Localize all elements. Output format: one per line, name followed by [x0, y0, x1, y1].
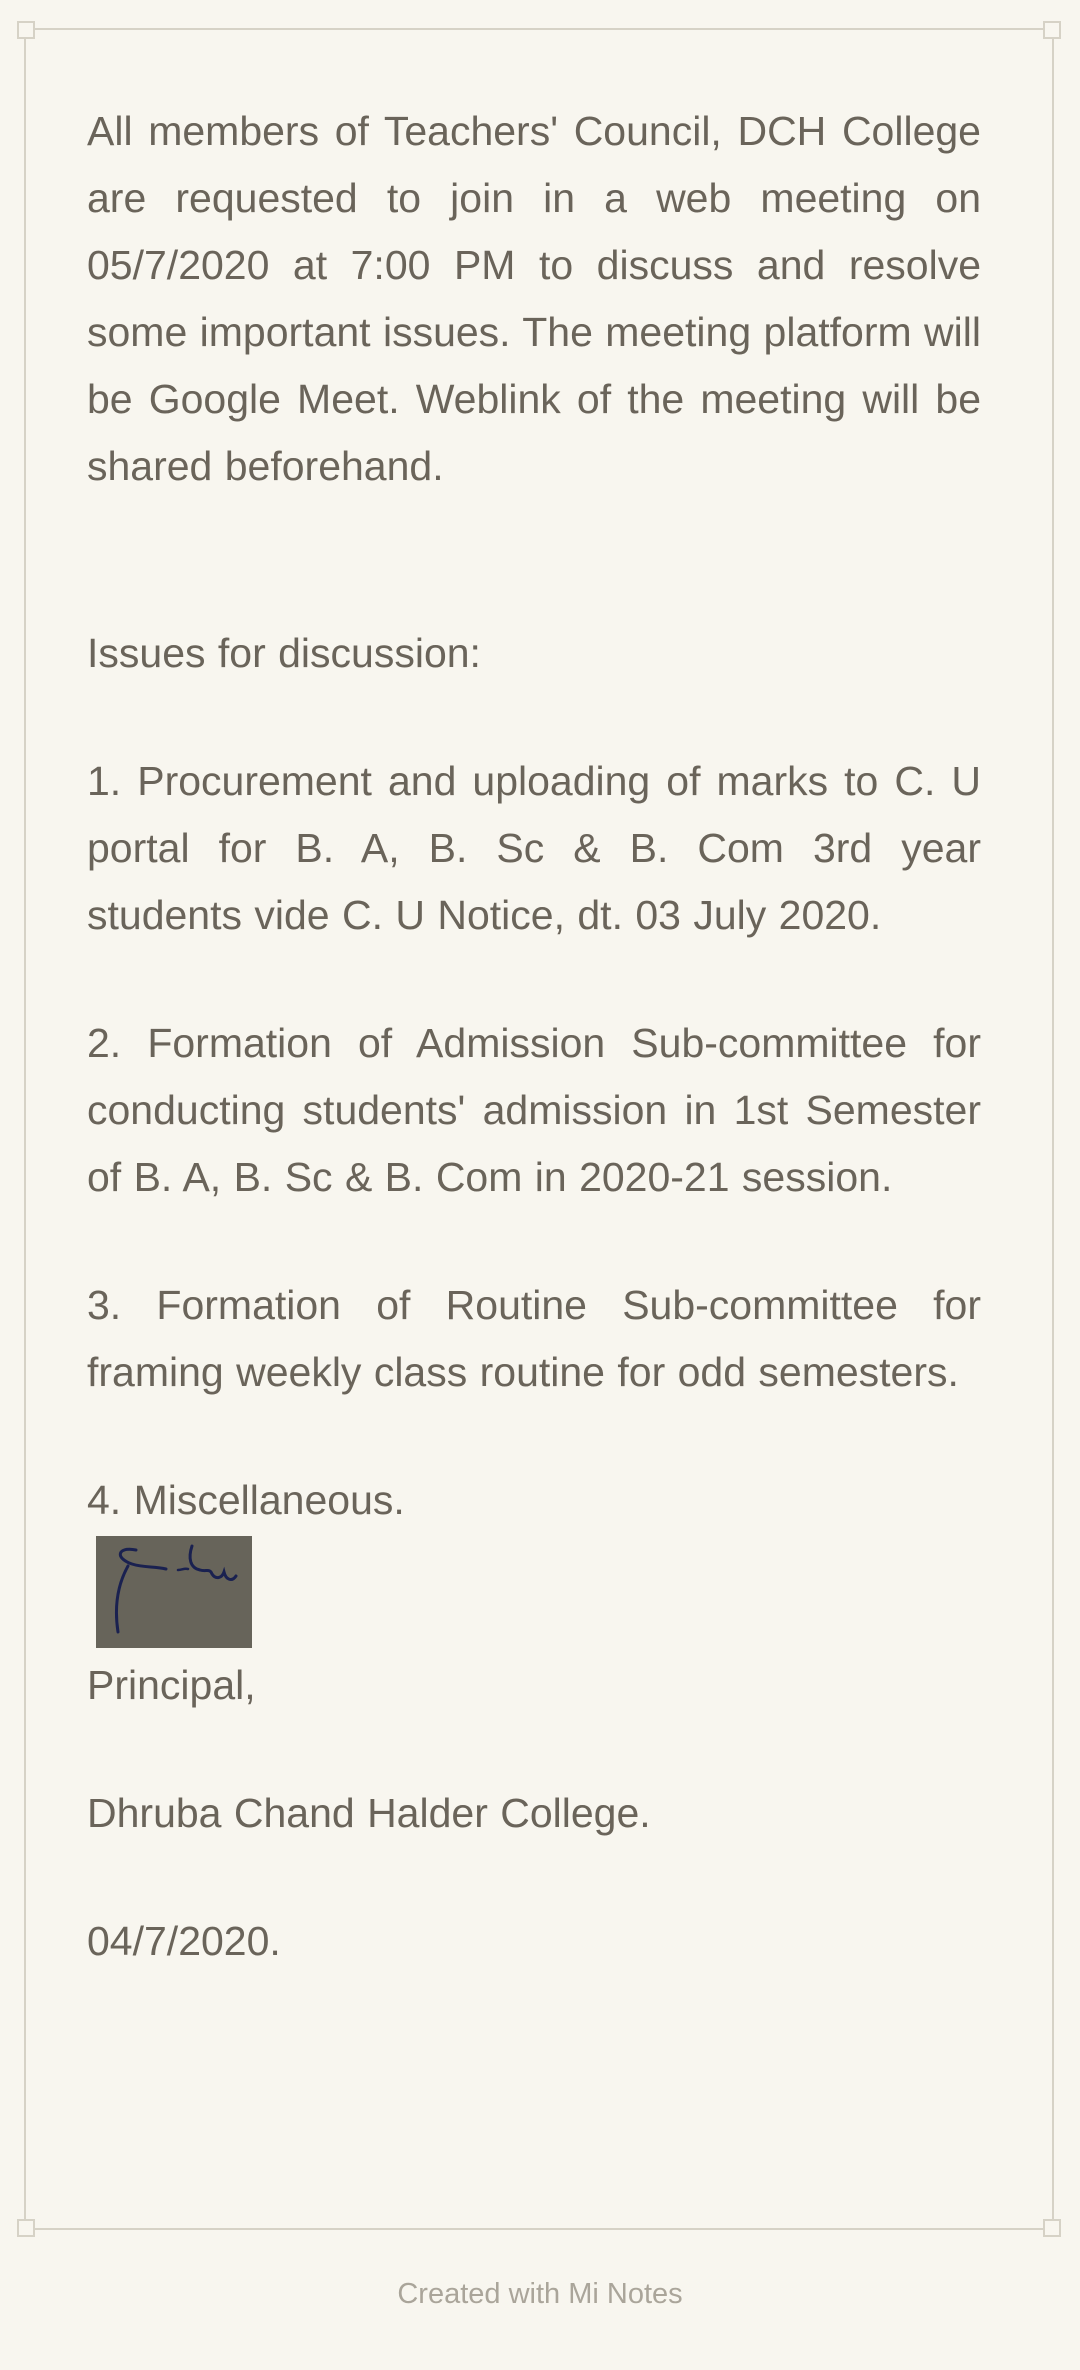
frame-corner-top-right	[1043, 21, 1061, 39]
footer-credit: Created with Mi Notes	[397, 2278, 683, 2310]
intro-paragraph: All members of Teachers' Council, DCH College are requested to join in a web meeting on 05/7/2020 at 7:00 PM to discuss and resolve some important issues. The meeting platform will be Google Meet. Weblink of the meeting will be shared beforehand.	[87, 108, 981, 489]
signature-image	[96, 1536, 252, 1648]
signatory-title: Principal,	[87, 1662, 256, 1708]
college-name: Dhruba Chand Halder College.	[87, 1790, 651, 1836]
issue-item-1: 1. Procurement and uploading of marks to C. U portal for B. A, B. Sc & B. Com 3rd year students vide C. U Notice, dt. 03 July 2020.	[87, 758, 981, 938]
issue-item-3: 3. Formation of Routine Sub-committee for framing weekly class routine for odd semesters.	[87, 1282, 981, 1395]
issue-item-2: 2. Formation of Admission Sub-committee for conducting students' admission in 1st Semester of B. A, B. Sc & B. Com in 2020-21 session.	[87, 1020, 981, 1200]
issue-item-4: 4. Miscellaneous.	[87, 1477, 405, 1523]
frame-corner-bottom-left	[17, 2219, 35, 2237]
frame-corner-bottom-right	[1043, 2219, 1061, 2237]
issues-heading: Issues for discussion:	[87, 630, 481, 676]
notice-date: 04/7/2020.	[87, 1918, 281, 1964]
note-body[interactable]	[87, 98, 981, 1975]
frame-corner-top-left	[17, 21, 35, 39]
